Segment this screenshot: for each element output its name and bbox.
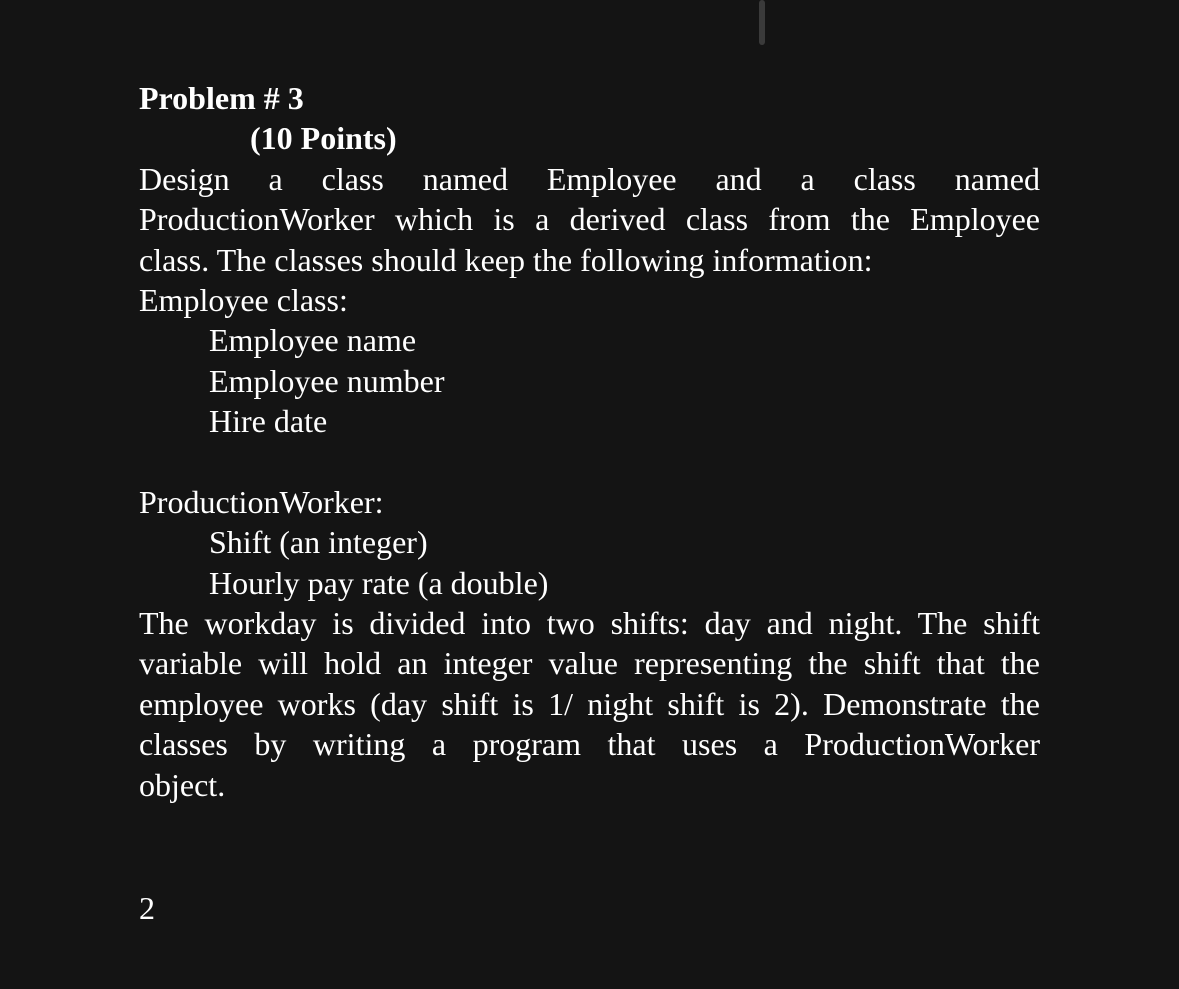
- page-number: 2: [139, 890, 155, 926]
- intro-line: class. The classes should keep the following information:: [139, 241, 873, 278]
- spacer: [139, 442, 1040, 482]
- problem-document: [139, 78, 1040, 805]
- scroll-indicator: [759, 0, 765, 45]
- intro-line: ProductionWorker which is a derived class from the Employee: [139, 201, 1040, 238]
- worker-field: Shift (an integer): [209, 524, 428, 561]
- worker-field: Hourly pay rate (a double): [209, 564, 549, 601]
- description-line: classes by writing a program that uses a ProductionWorker: [139, 726, 1040, 763]
- employee-field: Employee number: [209, 362, 445, 399]
- description-line: employee works (day shift is 1/ night shift is 2). Demonstrate the: [139, 685, 1040, 722]
- description-line: variable will hold an integer value representing the shift that the: [139, 645, 1040, 682]
- problem-title: Problem # 3: [139, 80, 304, 116]
- employee-field: Employee name: [209, 322, 417, 359]
- production-worker-heading: ProductionWorker:: [139, 483, 384, 520]
- description-line: object.: [139, 766, 226, 803]
- intro-line: Design a class named Employee and a class named: [139, 160, 1040, 197]
- employee-field: Hire date: [209, 403, 328, 440]
- description-line: The workday is divided into two shifts: day and night. The shift: [139, 605, 1040, 642]
- employee-class-heading: Employee class:: [139, 281, 348, 318]
- problem-points: (10 Points): [250, 120, 397, 157]
